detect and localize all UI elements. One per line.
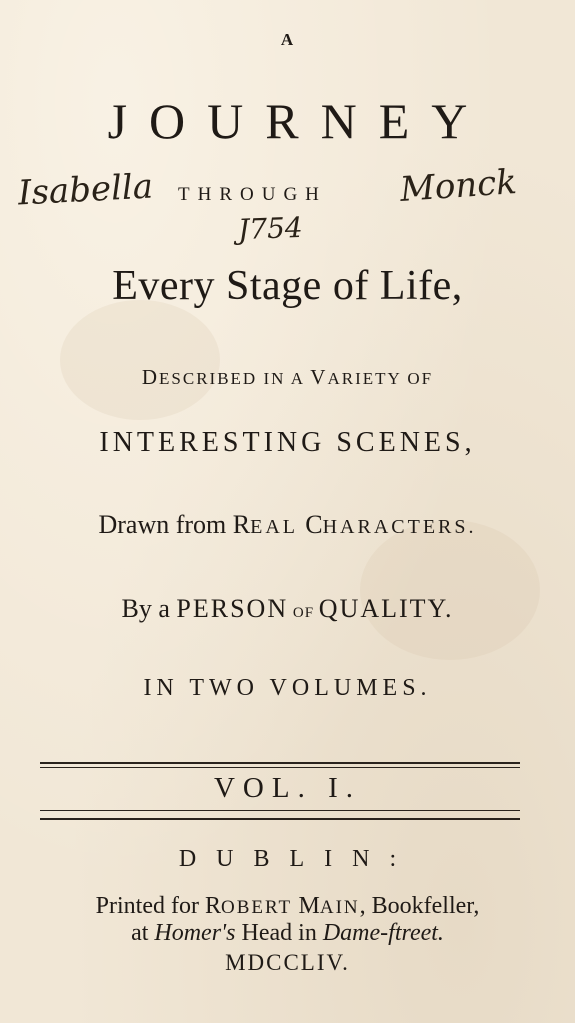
paper-stain [60,300,220,420]
address-homers: Homer's [154,920,236,946]
paper-stain [360,520,540,660]
real-initial: R [232,510,251,539]
imprint-address [0,920,575,947]
address-at: at [131,920,155,946]
address-street: Dame-ftreet. [322,920,444,946]
real-text: EAL [250,516,306,538]
imprint-year: MDCCLIV. [225,950,350,975]
author-person: PERSON [176,594,289,623]
robert-text: OBERT [220,897,299,918]
main-text: AIN [319,897,360,918]
title-main: JOURNEY [107,93,490,149]
characters-initial: C [305,510,323,539]
variety-initial: V [310,365,328,389]
title-through: THROUGH [178,184,327,205]
drawn-text: Drawn from [98,510,233,539]
divider-rule [40,818,520,820]
handwritten-year: J754 [237,210,304,247]
divider-rule [40,762,520,764]
author-of: OF [288,605,319,621]
divider-rule [40,810,520,811]
author-by: By a [121,594,177,623]
author-line [0,594,575,624]
scenes-line: INTERESTING SCENES, [99,427,476,458]
through-row [0,161,575,247]
bookseller: , Bookfeller, [359,893,480,919]
imprint-city: DUBLIN: [178,846,417,872]
title-article: A [280,30,295,49]
described-text: ESCRIBED IN A [159,369,311,388]
printed-for: Printed for [95,893,205,919]
characters-text: HARACTERS. [322,516,477,538]
drawn-line [0,510,575,540]
main-initial: M [298,893,320,919]
volumes-line: IN TWO VOLUMES. [143,675,432,701]
address-head-in: Head in [235,920,323,946]
described-initial: D [141,365,160,389]
divider-rule [40,767,520,768]
handwritten-name-right: Monck [398,161,519,211]
handwritten-name-left: Isabella [17,166,155,214]
imprint-printer [0,893,575,920]
author-quality: QUALITY. [318,594,454,623]
robert-initial: R [204,893,221,919]
described-line [0,365,575,390]
volume-number: VOL. I. [213,772,361,804]
title-subtitle: Every Stage of Life, [112,263,463,309]
variety-text: ARIETY OF [327,369,434,388]
